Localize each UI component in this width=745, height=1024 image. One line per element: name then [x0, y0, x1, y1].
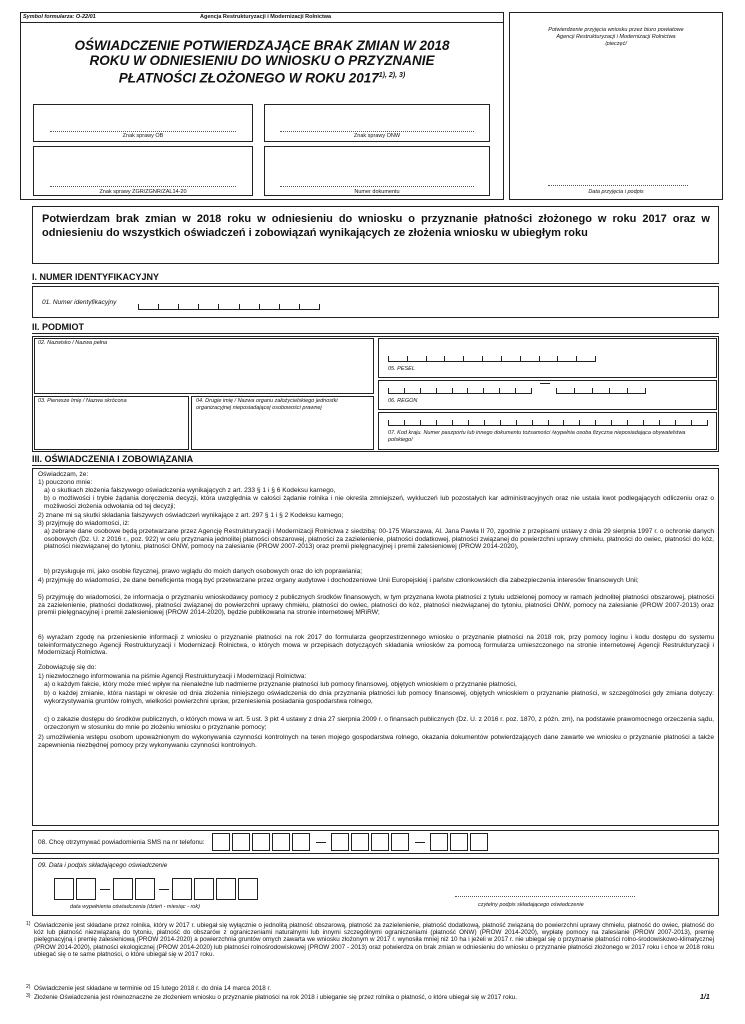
date-dash-1 — [100, 889, 110, 890]
sms-digit-7[interactable] — [351, 833, 369, 851]
s3-p1: 1) pouczono mnie: — [38, 479, 93, 486]
sms-digit-4[interactable] — [272, 833, 290, 851]
section-1-box — [32, 286, 719, 318]
sms-digit-6[interactable] — [331, 833, 349, 851]
s3-z1c: c) o zakazie dostępu do środków publicznych, o których mowa w art. 5 ust. 3 pkt 4 ustawy z dnia 27 sierpnia 2009 r. o finansach publicznych (Dz. U. z 2016 r. poz. 1870, z późn. zm), na podstawie prawomocnego orzeczenia sądu, orzeczonym w stosunku do mnie po złożeniu wniosku o przyznanie pomocy; — [44, 716, 714, 731]
s3-z1b: b) o każdej zmianie, która nastąpi w okresie od dnia złożenia niniejszego oświadczenia do dnia przyznania płatności lub pomocy finansowej, objętych wnioskiem o przyznanie płatności, w szczególności gdy zmiana dotyczy: wykorzystywania gruntów rolnych, wielkości powierzchni upraw, przeniesienia posiadania gospodarstwa rolnego, — [44, 690, 714, 705]
signature-caption: czytelny podpis składającego oświadczenie — [478, 902, 584, 908]
znak-onw-line — [280, 131, 474, 132]
title-line-3-text: PŁATNOŚCI ZŁOŻONEGO W ROKU 2017 — [118, 70, 379, 86]
s3-intro: Oświadczam, że: — [38, 471, 89, 478]
s3-p1b: b) o możliwości i trybie żądania doręczenia decyzji, która uwzględnia w całości żądanie rolnika i nie określa zmniejszeń, wykluczeń lub pozostałych kar administracyjnych oraz nie ustala kwot podlegających odliczeniu oraz o możliwości złożenia odwołania od tej decyzji; — [44, 495, 714, 510]
znak-ob-line — [50, 131, 236, 132]
confirmation-text: Potwierdzam brak zmian w 2018 roku w odniesieniu do wniosku o przyznanie płatności złożonego w roku 2017 oraz w odniesieniu do wszystkich oświadczeń i zobowiązań wynikających ze złożenia wniosku w ubiegłym roku — [42, 213, 710, 239]
footnote-1: Oświadczenie jest składane przez rolnika, który w 2017 r. ubiegał się wyłącznie o jednolitą płatność obszarową, płatność za zazielenienie, płatność dodatkową, płatność związaną do powierzchni uprawy chmielu, płatność do owiec, płatność do kóz lub płatność niezwiązaną do tytoniu, płatność do obszarów z ograniczeniami naturalnymi lub innymi szczególnymi ograniczeniami (płatność ONW) (PROW 2014-2020), wypłatę pomocy na zalesianie (PROW 2007-2013), premię pielęgnacyjną i premię zalesieniową (PROW 2014-2020) a powierzchnia gruntów ornych zawarta we wniosku złożonym w 2017 r. wynosiła mniej niż 10 ha i jeżeli w 2017 r. nie ubiegał się o przyznanie płatności rolno-środowiskowo-klimatycznej (PROW 2014-2020), płatności ekologicznej (PROW 2014-2020) lub płatności rolnośrodowiskowej (PROW 2007 - 2013) oraz potwierdza on brak zmian w odniesieniu do wniosku o przyznanie płatności złożonego w 2017 roku i chce w 2018 roku ubiegać się o te same płatności, o które ubiegał się w 2017 roku. — [34, 922, 714, 958]
stamp-caption — [509, 27, 723, 48]
page-number: 1/1 — [700, 994, 710, 1001]
date-dash-2 — [159, 889, 169, 890]
s3-p3: 3) przyjmuję do wiadomości, iż: — [38, 520, 130, 527]
stamp-line-2: Agencji Restrukturyzacji i Modernizacji Rolnictwa — [556, 34, 676, 40]
title-line-2: ROKU W ODNIESIENIU DO WNIOSKU O PRZYZNANIE — [89, 53, 435, 68]
s3-z1: 1) niezwłocznego informowania na piśmie Agencji Restrukturyzacji i Modernizacji Rolnictwa: — [38, 673, 307, 680]
imie-field[interactable] — [34, 396, 189, 450]
numer-dokumentu-line — [280, 186, 474, 187]
sms-dash-2 — [415, 842, 425, 843]
date-year-1[interactable] — [172, 878, 192, 900]
sms-digit-2[interactable] — [232, 833, 250, 851]
date-year-4[interactable] — [238, 878, 258, 900]
sms-digit-3[interactable] — [252, 833, 270, 851]
znak-zgr-line — [50, 186, 236, 187]
signature-section-label: 09. Data i podpis składającego oświadczenie — [38, 862, 168, 869]
regon-input-2[interactable] — [556, 388, 646, 394]
pesel-input[interactable] — [388, 356, 596, 362]
section-1-heading: I. NUMER IDENTYFIKACYJNY — [32, 272, 719, 284]
znak-ob-label: Znak sprawy OB — [122, 133, 164, 139]
sms-digit-10[interactable] — [430, 833, 448, 851]
s3-p4: 4) przyjmuję do wiadomości, że dane beneficjenta mogą być przetwarzane przez organy audytowe i dochodzeniowe Unii Europejskiej i państw członkowskich dla zabezpieczenia interesów finansowych Unii; — [38, 577, 639, 584]
numer-dokumentu-label: Numer dokumentu — [354, 189, 400, 195]
nazwisko-field[interactable] — [34, 338, 374, 394]
pesel-label: 05. PESEL — [388, 366, 415, 372]
s3-p2: 2) znane mi są skutki składania fałszywych oświadczeń wynikające z art. 297 § 1 i § 2 Kodeksu karnego; — [38, 512, 344, 519]
signature-line[interactable] — [455, 896, 635, 897]
s3-z1a: a) o każdym fakcie, który może mieć wpływ na nienależne lub nadmierne przyznanie płatności lub pomocy finansowej, objętych wnioskiem o przyznanie płatności, — [44, 681, 517, 688]
s3-z2: 2) umożliwienia wstępu osobom upoważnionym do wykonywania czynności kontrolnych na teren mojego gospodarstwa rolnego, okazania dokumentów potwierdzających dane zawarte we wniosku o przyznanie płatności a także zapewnienia niezbędnej pomocy przy wykonywaniu czynności kontrolnych. — [38, 734, 714, 749]
section-3-heading: III. OŚWIADCZENIA I ZOBOWIĄZANIA — [32, 454, 719, 466]
title-line-3 — [20, 68, 504, 86]
znak-onw-label: Znak sprawy ONW — [353, 133, 401, 139]
s3-p6: 6) wyrażam zgodę na przeniesienie informacji z wniosku o przyznanie płatności na rok 2017 do formularza geoprzestrzennego wniosku o przyznanie płatności na 2018 rok, przy pomocy loginu i kodu dostępu do systemu teleinformatycznego Agencji Restrukturyzacji i Modernizacji Rolnictwa, o których mowa w przepisach dotyczących składania wniosków za pomocą formularza umieszczonego na stronie internetowej Agencji Restrukturyzacji i Modernizacji Rolnictwa. — [38, 634, 714, 657]
date-year-2[interactable] — [194, 878, 214, 900]
regon-input-1[interactable] — [388, 388, 532, 394]
s3-zobowiazuje: Zobowiązuję się do: — [38, 664, 97, 671]
footnote-3-marker: 3) — [26, 993, 31, 999]
drugie-imie-label: 04. Drugie imię / Nazwa organu założycielskiego jednostki organizacyjnej nieposiadającej osobowości prawnej — [196, 398, 338, 411]
regon-field[interactable] — [378, 380, 717, 410]
znak-zgr-label: Znak sprawy ZGR/ZGNR/ZAL14-20 — [99, 189, 187, 195]
numer-identyfikacyjny-input[interactable] — [138, 304, 320, 310]
s3-p3b: b) przysługuje mi, jako osobie fizycznej, prawo wglądu do moich danych osobowych oraz do ich poprawiania; — [44, 568, 363, 575]
paszport-input[interactable] — [388, 420, 708, 426]
sms-digit-1[interactable] — [212, 833, 230, 851]
form-symbol: Symbol formularza: O-22/01 — [23, 14, 96, 20]
footnote-2-marker: 2) — [26, 984, 31, 990]
title-footnote-ref: 1), 2), 3) — [378, 72, 406, 79]
footnote-3: Złożenie Oświadczenia jest równoznaczne ze złożeniem wniosku o przyznanie płatności na rok 2018 i ubieganie się przez rolnika o płatność, o które ubiegał się w 2017 roku. — [34, 994, 518, 1001]
date-year-3[interactable] — [216, 878, 236, 900]
sms-label: 08. Chcę otrzymywać powiadomienia SMS na nr telefonu: — [38, 839, 205, 846]
section-2-heading: II. PODMIOT — [32, 322, 719, 334]
s3-p1a: a) o skutkach złożenia fałszywego oświadczenia wynikających z art. 233 § 1 i § 6 Kodeksu karnego, — [44, 487, 336, 494]
date-day-2[interactable] — [76, 878, 96, 900]
imie-label: 03. Pierwsze Imię / Nazwa skrócona — [38, 398, 127, 404]
sms-digit-5[interactable] — [292, 833, 310, 851]
sms-digit-9[interactable] — [391, 833, 409, 851]
date-month-2[interactable] — [135, 878, 155, 900]
agency-name: Agencja Restrukturyzacji i Modernizacji Rolnictwa — [200, 14, 332, 20]
regon-dash — [540, 383, 550, 384]
regon-label: 06. REGON — [388, 398, 418, 404]
sms-digit-12[interactable] — [470, 833, 488, 851]
s3-p3a: a) zebrane dane osobowe będą przetwarzane przez Agencję Restrukturyzacji i Modernizacji Rolnictwa z siedzibą: 00-175 Warszawa, Al. Jana Pawła II 70, zgodnie z przepisami ustawy z dnia 29 sierpnia 1997 r. o ochronie danych osobowych (Dz. U. z 2016 r., poz. 922) w celu przyznania jednolitej płatności obszarowej, płatności za zazielenienie, płatności dodatkowej, płatności związanej do powierzchni uprawy chmielu, płatności do owiec, płatności do kóz, płatności niezwiązanej do tytoniu, płatności ONW, pomocy na zalesianie (PROW 2007-2013) oraz premii pielęgnacyjnej i premii zalesieniowej (PROW 2014-2020), — [44, 528, 714, 551]
title-line-1: OŚWIADCZENIE POTWIERDZAJĄCE BRAK ZMIAN W 2018 — [74, 38, 450, 53]
sms-dash-1 — [316, 842, 326, 843]
date-month-1[interactable] — [113, 878, 133, 900]
data-przyjecia-label: Data przyjęcia i podpis — [588, 189, 644, 195]
sms-digit-8[interactable] — [371, 833, 389, 851]
sms-digit-11[interactable] — [450, 833, 468, 851]
date-caption: data wypełnienia oświadczenia (dzień - miesiąc - rok) — [70, 904, 200, 910]
numer-identyfikacyjny-label: 01. Numer identyfikacyjny — [42, 299, 117, 306]
date-day-1[interactable] — [54, 878, 74, 900]
stamp-line-3: /pieczęć/ — [605, 41, 627, 47]
paszport-label: 07. Kod kraju. Numer paszportu lub innego dokumentu tożsamości /wypełnia osoba fizyczna nieposiadająca obywatelstwa polskiego/ — [388, 430, 686, 443]
nazwisko-label: 02. Nazwisko / Nazwa pełna — [38, 340, 108, 346]
footnote-2: Oświadczenie jest składane w terminie od 15 lutego 2018 r. do dnia 14 marca 2018 r. — [34, 985, 271, 992]
s3-p5: 5) przyjmuję do wiadomości, że informacja o przyznaniu wnioskodawcy pomocy z publicznych środków finansowych, w tym przyznana kwota płatności z tytułu udzielonej pomocy w ramach jednolitej płatności obszarowej, płatności za zazielenienie, płatności dodatkowej, płatności związanej do powierzchni uprawy chmielu, płatności do owiec, płatności do kóz, płatności niezwiązanej do tytoniu, płatności ONW, pomocy na zalesianie (PROW 2007-2013) oraz premii pielęgnacyjnej i premii zalesieniowej (PROW 2014-2020), będzie publikowana na stronie internetowej MRiRW; — [38, 594, 714, 617]
footnote-1-marker: 1) — [26, 921, 31, 927]
stamp-line-1: Potwierdzenie przyjęcia wniosku przez biuro powiatowe — [548, 27, 684, 33]
data-przyjecia-line — [548, 185, 688, 186]
form-title — [20, 38, 504, 86]
